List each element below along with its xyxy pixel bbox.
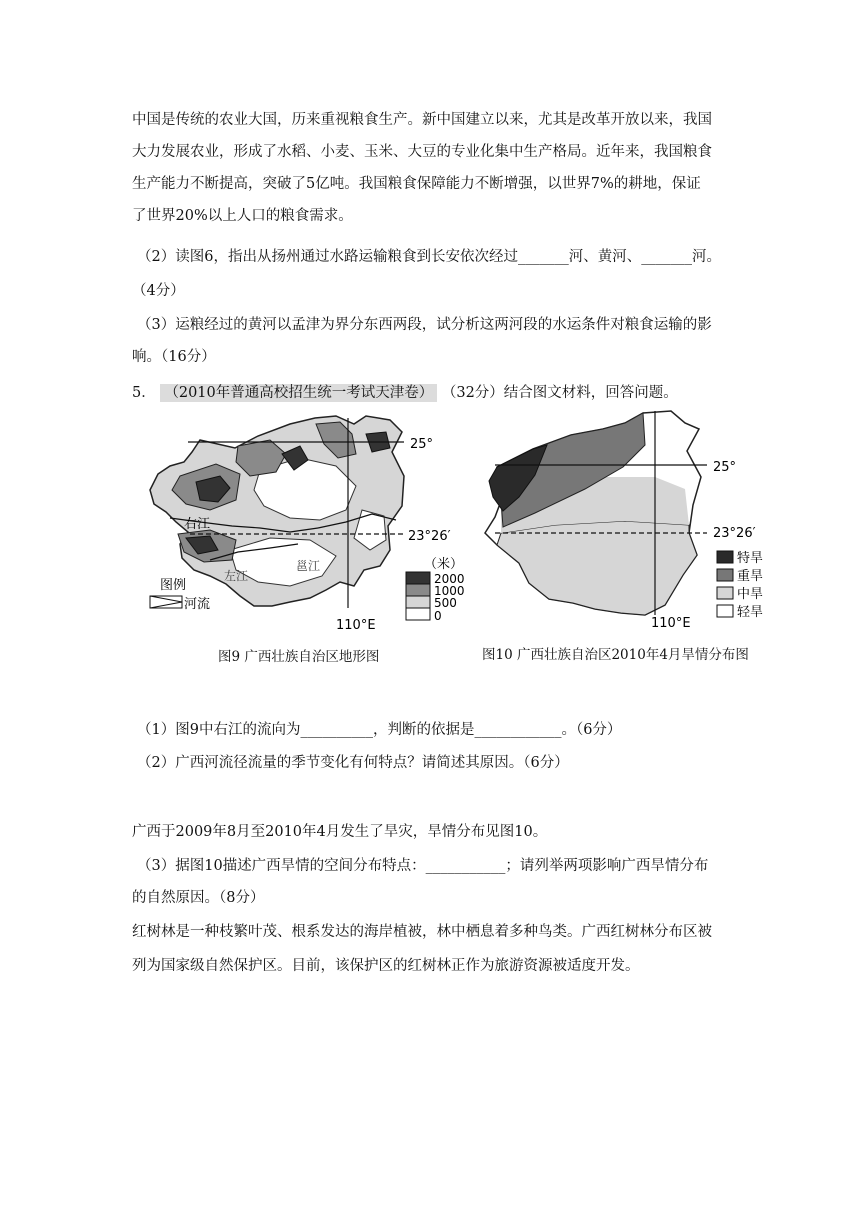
elev-swatch-2000 <box>406 572 430 584</box>
elev-label-500: 500 <box>434 596 457 610</box>
elev-swatch-1000 <box>406 584 430 596</box>
question-2: （2）读图6，指出从扬州通过水路运输粮食到长安依次经过_______河、黄河、_______河。 <box>137 249 721 265</box>
river-label-zuojiang: 左江 <box>224 569 249 583</box>
question-5-3-line-1: （3）据图10描述广西旱情的空间分布特点：___________；请列举两项影响广西旱情分布 <box>137 858 709 874</box>
legend-medium-label: 中旱 <box>737 587 764 602</box>
mangrove-line-1: 红树林是一种枝繁叶茂、根系发达的海岸植被，林中栖息着多种鸟类。广西红树林分布区被 <box>132 924 712 940</box>
figure-9-terrain-map <box>140 410 465 640</box>
question-3-line-1: （3）运粮经过的黄河以孟津为界分东西两段，试分析这两河段的水运条件对粮食运输的影 <box>137 317 712 333</box>
legend-severe-label: 重旱 <box>737 569 764 584</box>
figure-10-caption: 图10 广西壮族自治区2010年4月旱情分布图 <box>482 647 749 663</box>
legend-river-label: 河流 <box>184 597 211 612</box>
elev-swatch-0 <box>406 608 430 620</box>
legend-severe-swatch <box>717 569 733 581</box>
lat-2326-label: 23°26′ <box>713 526 756 541</box>
question-5-2: （2）广西河流径流量的季节变化有何特点？请简述其原因。（6分） <box>137 755 569 771</box>
elev-label-0: 0 <box>434 609 442 623</box>
intro-line-2: 大力发展农业，形成了水稻、小麦、玉米、大豆的专业化集中生产格局。近年来，我国粮食 <box>132 144 712 160</box>
legend-extreme-label: 特旱 <box>737 551 764 566</box>
legend-medium-swatch <box>717 587 733 599</box>
figure-10-drought-map <box>475 405 795 635</box>
mangrove-line-2: 列为国家级自然保护区。目前，该保护区的红树林正作为旅游资源被适度开发。 <box>132 958 640 974</box>
lon-110-label: 110°E <box>651 616 691 631</box>
elev-swatch-500 <box>406 596 430 608</box>
question-5-1: （1）图9中右江的流向为__________，判断的依据是____________。（6分） <box>137 722 622 738</box>
legend-light-swatch <box>717 605 733 617</box>
elev-label-1000: 1000 <box>434 584 465 598</box>
question-2-score: （4分） <box>132 283 185 299</box>
lat-25-label: 25° <box>410 437 434 452</box>
problem-number: 5． <box>132 385 156 401</box>
problem-intro: （32分）结合图文材料，回答问题。 <box>441 385 678 401</box>
intro-line-1: 中国是传统的农业大国，历来重视粮食生产。新中国建立以来，尤其是改革开放以来，我国 <box>132 112 712 128</box>
drought-text: 广西于2009年8月至2010年4月发生了旱灾，旱情分布见图10。 <box>132 824 548 840</box>
elev-unit: （米） <box>424 557 464 572</box>
legend-light-label: 轻旱 <box>737 605 764 620</box>
lon-110-label: 110°E <box>336 618 376 633</box>
drought-zone-medium <box>497 521 697 615</box>
problem-5-header <box>132 383 678 403</box>
lat-25-label: 25° <box>713 460 737 475</box>
lat-2326-label: 23°26′ <box>408 529 451 544</box>
intro-line-3: 生产能力不断提高，突破了5亿吨。我国粮食保障能力不断增强，以世界7%的耕地，保证 <box>132 176 701 192</box>
legend-extreme-swatch <box>717 551 733 563</box>
elev-label-2000: 2000 <box>434 572 465 586</box>
intro-line-4: 了世界20%以上人口的粮食需求。 <box>132 208 353 224</box>
legend-river-swatch <box>150 596 182 608</box>
question-3-line-2: 响。（16分） <box>132 349 216 365</box>
question-5-3-line-2: 的自然原因。（8分） <box>132 890 265 906</box>
legend-title: 图例 <box>160 578 187 593</box>
river-label-yujiang: 邕江 <box>296 559 321 573</box>
river-label-youjiang: 右江 <box>184 517 211 532</box>
figure-9-caption: 图9 广西壮族自治区地形图 <box>218 649 380 665</box>
problem-source: （2010年普通高校招生统一考试天津卷） <box>160 384 437 402</box>
